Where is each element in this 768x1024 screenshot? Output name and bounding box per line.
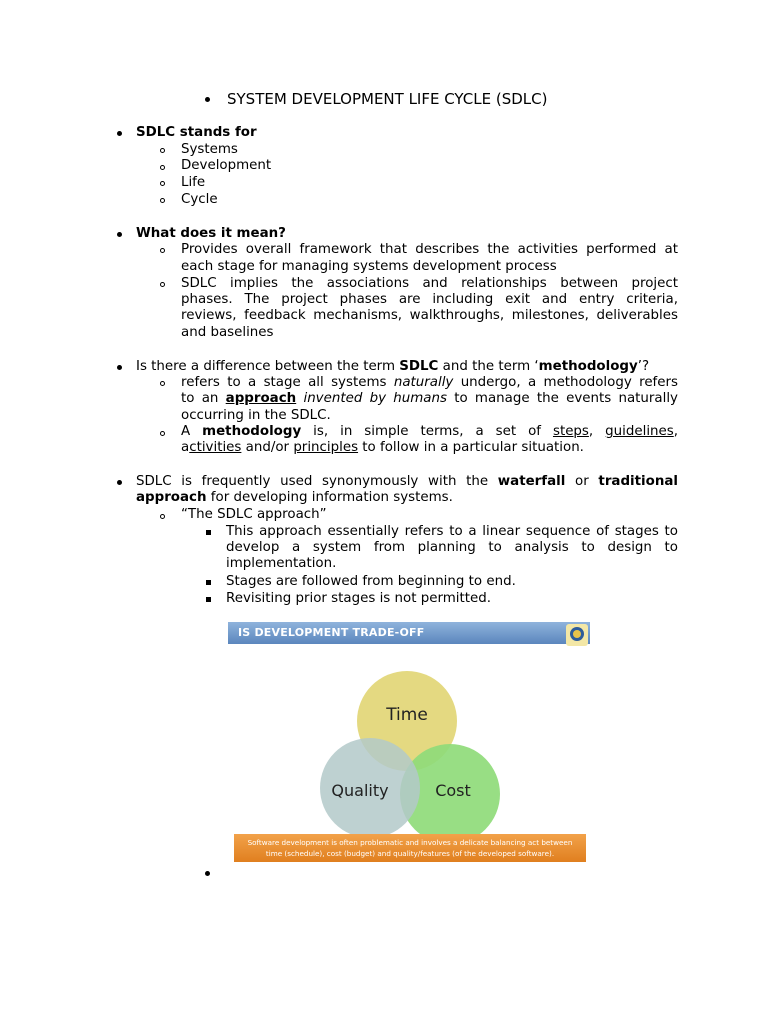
quality-label: Quality — [331, 781, 389, 800]
list-item-line: SDLC implies the associations and relationships between project — [181, 276, 678, 291]
list-item: “The SDLC approach” — [181, 507, 327, 522]
sub-bullet — [160, 148, 165, 153]
sub-bullet — [160, 165, 165, 170]
text-run: Is there a difference between the term — [136, 359, 400, 374]
text-run: to an — [181, 391, 226, 406]
text-run-bold: waterfall — [497, 474, 566, 489]
square-bullet — [206, 597, 211, 602]
paragraph-line — [136, 474, 678, 491]
figure-title: IS DEVELOPMENT TRADE-OFF — [238, 626, 425, 639]
list-item: Development — [181, 158, 272, 173]
text-run: or — [565, 474, 599, 489]
bullet-dot — [117, 131, 122, 136]
sub-bullet — [160, 431, 165, 436]
list-item-line: each stage for managing systems development process — [181, 259, 557, 274]
text-run: and the term ‘ — [438, 359, 539, 374]
sub-bullet — [160, 282, 165, 287]
text-run: to manage the events naturally — [446, 391, 678, 406]
list-item: Stages are followed from beginning to end. — [226, 574, 516, 589]
section-heading-sdlc-stands-for: SDLC stands for — [136, 125, 257, 140]
text-run: ’? — [637, 359, 650, 374]
text-run: SDLC is frequently used synonymously with the — [136, 474, 498, 489]
paragraph-line — [136, 490, 453, 507]
list-item-line — [181, 375, 678, 392]
text-run: , — [673, 424, 679, 439]
text-run: undergo, a methodology refers — [453, 375, 678, 390]
text-run-bold: SDLC — [399, 359, 439, 374]
list-item-line — [181, 391, 678, 408]
list-item: Systems — [181, 142, 238, 157]
sub-bullet — [160, 198, 165, 203]
text-run-underline: guidelines — [605, 424, 674, 439]
sub-bullet — [160, 381, 165, 386]
list-item-line: occurring in the SDLC. — [181, 408, 331, 423]
list-item: Revisiting prior stages is not permitted. — [226, 591, 491, 606]
text-run-italic: invented by humans — [303, 391, 447, 406]
page-title: SYSTEM DEVELOPMENT LIFE CYCLE (SDLC) — [227, 90, 548, 108]
sub-bullet — [160, 248, 165, 253]
text-run: A — [181, 424, 203, 439]
text-run: for developing information systems. — [206, 490, 453, 505]
text-run-bold: methodology — [202, 424, 302, 439]
text-run-italic: naturally — [393, 375, 454, 390]
bullet-dot — [205, 97, 210, 102]
list-item-line: reviews, feedback mechanisms, walkthroughs, milestones, deliverables — [181, 308, 678, 323]
sub-bullet — [160, 181, 165, 186]
text-run: and/or — [241, 440, 294, 455]
text-run-underline: ctivities — [189, 440, 242, 455]
text-run: refers to a stage all systems — [181, 375, 394, 390]
tradeoff-figure — [228, 622, 590, 867]
bullet-dot — [117, 365, 122, 370]
bullet-dot — [117, 480, 122, 485]
text-run: is, in simple terms, a set of — [301, 424, 553, 439]
text-run-bold: methodology — [538, 359, 638, 374]
cost-label: Cost — [435, 781, 471, 800]
list-item-line — [181, 424, 678, 441]
empty-bullet-dot — [205, 871, 210, 876]
list-item-line: phases. The project phases are including exit and entry criteria, — [181, 292, 678, 307]
square-bullet — [206, 530, 211, 535]
text-run: , — [588, 424, 606, 439]
sub-bullet — [160, 514, 165, 519]
caption-line: time (schedule), cost (budget) and quality/features (of the developed software). — [265, 849, 555, 858]
figure-caption — [234, 834, 586, 862]
bullet-dot — [117, 232, 122, 237]
text-run-underline: principles — [293, 440, 359, 455]
list-item-line — [181, 440, 584, 457]
text-run-underline: steps — [552, 424, 589, 439]
list-item-line: develop a system from planning to analysis to design to — [226, 540, 678, 555]
section-question — [136, 359, 649, 376]
text-run-bold: traditional — [598, 474, 678, 489]
list-item-line: Provides overall framework that describes the activities performed at — [181, 242, 678, 257]
list-item-line: This approach essentially refers to a linear sequence of stages to — [226, 524, 678, 539]
section-heading-what-does-it-mean: What does it mean? — [136, 226, 286, 241]
time-label: Time — [386, 705, 428, 725]
list-item-line: implementation. — [226, 556, 337, 571]
list-item: Life — [181, 175, 206, 190]
text-run: to follow in a particular situation. — [358, 440, 584, 455]
caption-line: Software development is often problematic and involves a delicate balancing act between — [247, 838, 573, 847]
venn-diagram — [228, 644, 590, 834]
text-run-bold: approach — [136, 490, 207, 505]
list-item-line: and baselines — [181, 325, 274, 340]
text-run-bold-underline: approach — [225, 391, 297, 406]
text-run: a — [181, 440, 190, 455]
square-bullet — [206, 580, 211, 585]
list-item: Cycle — [181, 192, 218, 207]
